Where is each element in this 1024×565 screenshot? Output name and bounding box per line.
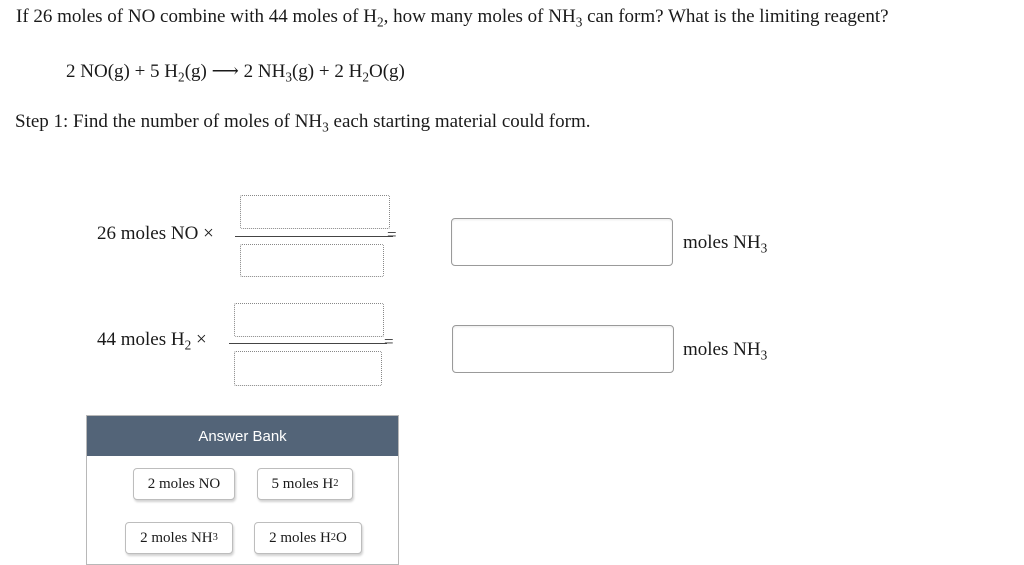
question-part: can form? What is the limiting reagent?	[582, 6, 889, 27]
unit-text: moles NH	[683, 339, 761, 360]
equation-part: (g)	[184, 61, 212, 82]
subscript: 3	[760, 240, 768, 256]
question-part: If 26 moles of NO combine with 44 moles of H	[16, 6, 377, 27]
row2-label	[97, 329, 207, 351]
row2-equals-sign: =	[384, 332, 394, 351]
subscript: 2	[178, 69, 185, 85]
question-part: , how many moles of NH	[383, 6, 576, 27]
subscript: 2	[362, 69, 369, 85]
step-text: each starting material could form.	[328, 111, 591, 132]
step-text: Step 1: Find the number of moles of NH	[15, 111, 323, 132]
row1-fraction-bar	[235, 236, 393, 237]
answer-chip-2-moles-no[interactable]	[133, 468, 235, 500]
row2-answer-input[interactable]	[452, 325, 674, 373]
answer-chip-5-moles-h2[interactable]: 5 moles H 2	[257, 468, 353, 500]
row1-denominator-drop-zone[interactable]	[240, 244, 384, 277]
answer-bank	[86, 415, 399, 565]
row1-numerator-drop-zone[interactable]	[240, 195, 390, 229]
subscript: 3	[285, 69, 292, 85]
label-text: ×	[191, 329, 207, 350]
step-instruction	[15, 111, 590, 133]
equation-part: 2 NH	[238, 61, 286, 82]
row1-answer-input[interactable]	[451, 218, 673, 266]
answer-chip-2-moles-nh3[interactable]: 2 moles NH 3	[125, 522, 233, 554]
chip-text: 2 moles H	[269, 529, 331, 546]
chip-text: 2 moles NH	[140, 529, 213, 546]
unit-text: moles NH	[683, 232, 761, 253]
equation-part: O(g)	[368, 61, 405, 82]
subscript: 3	[760, 347, 768, 363]
row2-denominator-drop-zone[interactable]	[234, 351, 382, 386]
row1-label: 26 moles NO ×	[97, 223, 214, 244]
chip-text: O	[336, 529, 347, 546]
row1-unit	[683, 232, 767, 254]
answer-chip-2-moles-h2o[interactable]: 2 moles H 2 O	[254, 522, 362, 554]
row2-numerator-drop-zone[interactable]	[234, 303, 384, 337]
row1-equals-sign: =	[387, 225, 397, 244]
subscript: 2	[376, 14, 384, 30]
equation-part: (g) + 2 H	[291, 61, 363, 82]
row2-fraction-bar	[229, 343, 387, 344]
answer-bank-title: Answer Bank	[87, 416, 398, 456]
row2-unit	[683, 339, 767, 361]
reaction-arrow-icon: ⟶	[211, 61, 239, 82]
label-text: 44 moles H	[97, 329, 185, 350]
chip-text: 2 moles NO	[147, 475, 221, 492]
question-text	[16, 6, 889, 28]
reaction-equation	[66, 60, 405, 83]
subscript: 3	[322, 119, 329, 135]
subscript: 3	[575, 14, 583, 30]
chip-text: 5 moles H	[271, 475, 334, 492]
equation-part: 2 NO(g) + 5 H	[66, 61, 179, 82]
subscript: 2	[184, 337, 192, 353]
